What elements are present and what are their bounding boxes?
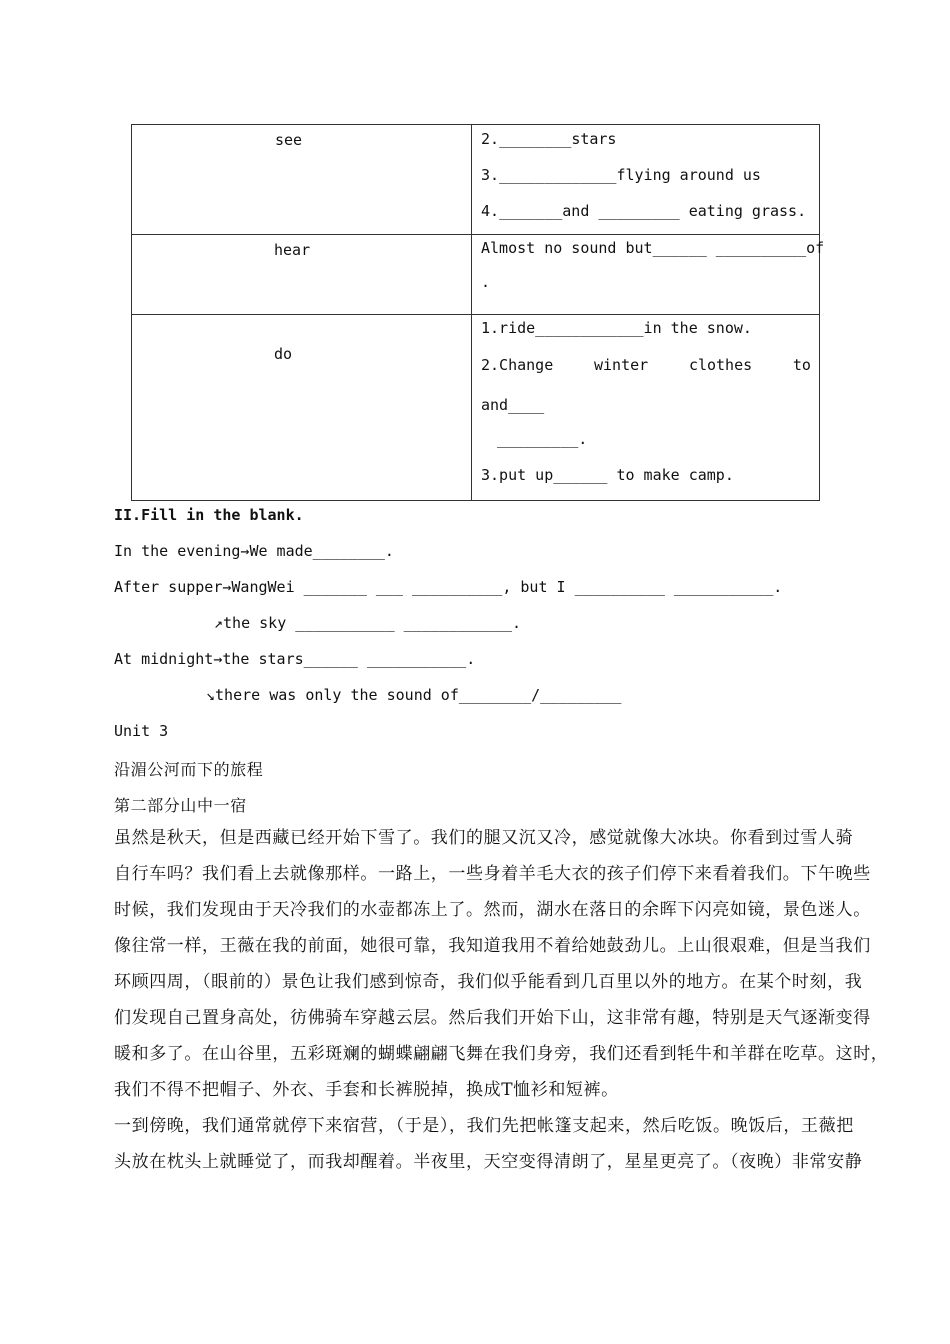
paragraph-line: 暖和多了。在山谷里，五彩斑斓的蝴蝶翩翩飞舞在我们身旁，我们还看到牦牛和羊群在吃草。这时， (114, 1044, 889, 1064)
paragraph-line: 一到傍晚，我们通常就停下来宿营，（于是），我们先把帐篷支起来，然后吃饭。晚饭后，王薇把 (114, 1116, 854, 1136)
unit-title: Unit 3 (114, 722, 169, 740)
row-label-see: see (275, 131, 303, 149)
table-row-do (132, 315, 820, 501)
chinese-paragraph (114, 820, 889, 1180)
do-item-2: 2.Change winter clothes to (481, 356, 811, 374)
fill-line-3: ↗the sky ___________ ____________. (214, 614, 522, 632)
table-row-hear (132, 235, 820, 315)
row-label-hear: hear (274, 241, 311, 259)
table-cell-label (132, 125, 472, 235)
see-item-4: 4._______and _________ eating grass. (481, 202, 807, 220)
hear-line: Almost no sound but______ __________of (481, 239, 825, 257)
do-item-3: 3.put up______ to make camp. (481, 466, 734, 484)
paragraph-line: 时候，我们发现由于天冷我们的水壶都冻上了。然而，湖水在落日的余晖下闪亮如镜，景色迷人。 (114, 900, 871, 920)
table-cell-label (132, 235, 472, 315)
table-cell-label (132, 315, 472, 501)
table-cell-content (472, 235, 825, 315)
table-cell-content (472, 315, 820, 501)
paragraph-line: 们发现自己置身高处，彷佛骑车穿越云层。然后我们开始下山，这非常有趣，特别是天气逐渐变得 (114, 1008, 871, 1028)
do-item-1: 1.ride____________in the snow. (481, 319, 752, 337)
fill-line-2: After supper→WangWei _______ ___ __________, but I __________ ___________. (114, 578, 783, 596)
section-heading: II.Fill in the blank. (114, 506, 304, 524)
do-item-2-blank: _________. (497, 430, 588, 448)
paragraph-line: 头放在枕头上就睡觉了，而我却醒着。半夜里，天空变得清朗了，星星更亮了。（夜晚）非常安静 (114, 1152, 863, 1172)
table-cell-content (472, 125, 820, 235)
hear-line-2: . (481, 273, 491, 291)
vocab-table (131, 124, 825, 501)
paragraph-line: 虽然是秋天，但是西藏已经开始下雪了。我们的腿又沉又冷，感觉就像大冰块。你看到过雪人骑 (114, 828, 854, 848)
fill-line-5: ↘there was only the sound of________/_________ (206, 686, 622, 704)
row-label-do: do (274, 345, 293, 363)
do-item-2-cont: and____ (481, 396, 545, 414)
fill-line-4: At midnight→the stars______ ___________. (114, 650, 476, 668)
paragraph-line: 我们不得不把帽子、外衣、手套和长裤脱掉，换成T恤衫和短裤。 (114, 1080, 619, 1100)
table-row-see (132, 125, 820, 235)
fill-line-1: In the evening→We made________. (114, 542, 394, 560)
see-item-3: 3._____________flying around us (481, 166, 761, 184)
unit-subtitle: 沿湄公河而下的旅程 (114, 760, 264, 779)
see-item-2: 2.________stars (481, 130, 617, 148)
part-title: 第二部分山中一宿 (114, 796, 247, 815)
paragraph-line: 自行车吗？我们看上去就像那样。一路上，一些身着羊毛大衣的孩子们停下来看着我们。下午晚些 (114, 864, 871, 884)
paragraph-line: 像往常一样，王薇在我的前面，她很可靠，我知道我用不着给她鼓劲儿。上山很艰难，但是当我们 (114, 936, 871, 956)
paragraph-line: 环顾四周，（眼前的）景色让我们感到惊奇，我们似乎能看到几百里以外的地方。在某个时刻，我 (114, 972, 863, 992)
